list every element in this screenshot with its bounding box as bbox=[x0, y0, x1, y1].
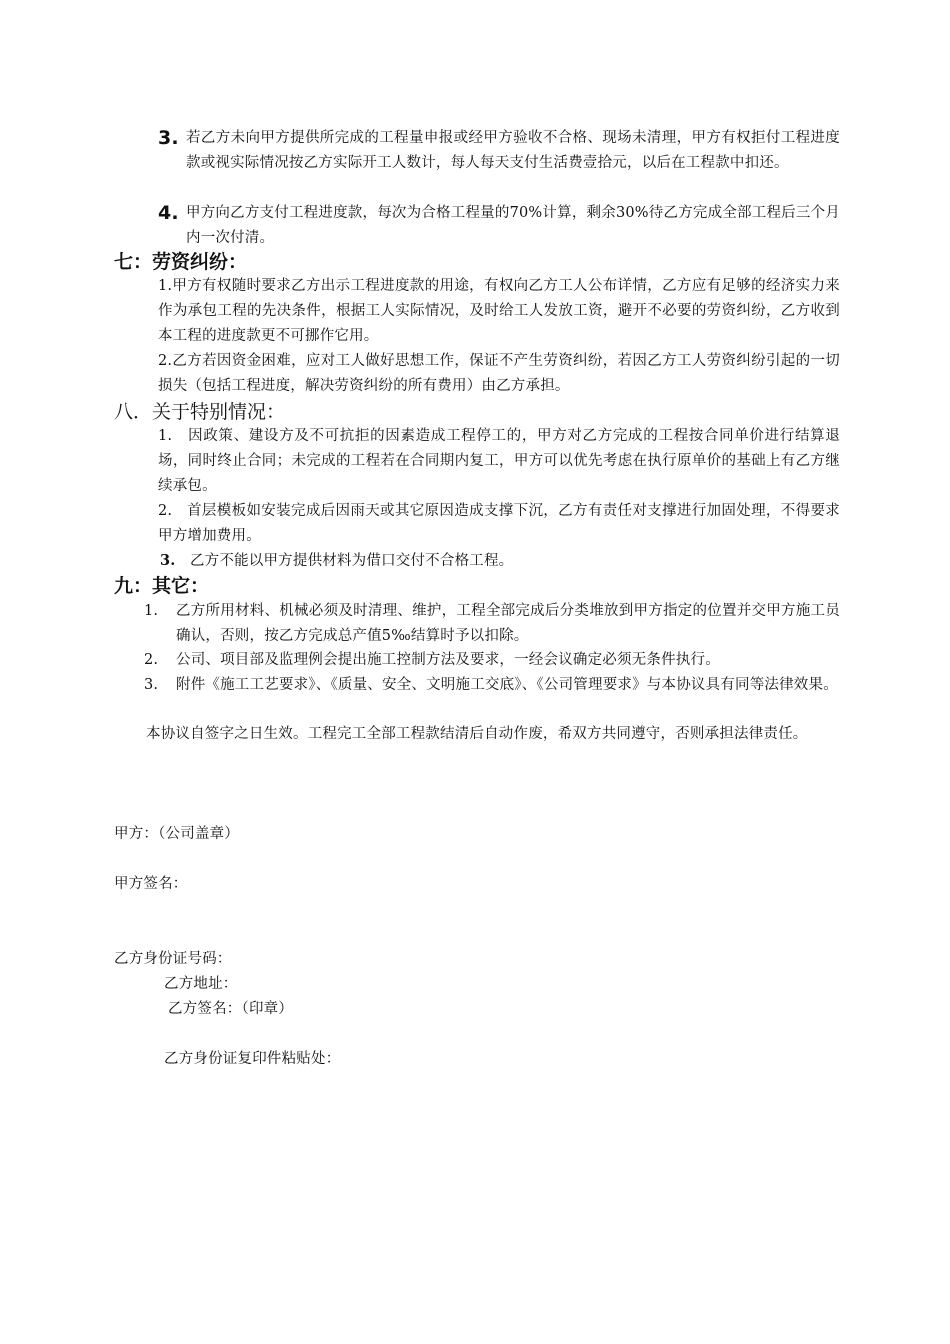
list-text: 乙方所用材料、机械必须及时清理、维护，工程全部完成后分类堆放到甲方指定的位置并交甲方施工员确认，否则，按乙方完成总产值5‰结算时予以扣除。 bbox=[176, 603, 840, 644]
list-text: 附件《施工工艺要求》、《质量、安全、文明施工交底》、《公司管理要求》与本协议具有同等法律效果。 bbox=[176, 677, 838, 693]
party-b-address: 乙方地址： bbox=[164, 976, 238, 992]
list-number: 2. bbox=[144, 652, 159, 668]
section7-paragraph-2: 2.乙方若因资金困难，应对工人做好思想工作，保证不产生劳资纠纷，若因乙方工人劳资纠纷引起的一切损失（包括工程进度，解决劳资纠纷的所有费用）由乙方承担。 bbox=[158, 353, 840, 394]
clause-text: 若乙方未向甲方提供所完成的工程量申报或经甲方验收不合格、现场未清理，甲方有权拒付工程进度款或视实际情况按乙方实际开工人数计，每人每天支付生活费壹拾元，以后在工程款中扣还。 bbox=[186, 130, 840, 171]
section-heading: 七：劳资纠纷： bbox=[114, 251, 248, 273]
clause-text: 乙方不能以甲方提供材料为借口交付不合格工程。 bbox=[189, 553, 514, 569]
party-a-seal: 甲方：（公司盖章） bbox=[114, 826, 240, 842]
section7-paragraph-1: 1.甲方有权随时要求乙方出示工程进度款的用途，有权向乙方工人公布详情，乙方应有足够的经济实力来作为承包工程的先决条件，根据工人实际情况，及时给工人发放工资，避开不必要的劳资纠纷，乙方收到本工程的进度款更不可挪作它用。 bbox=[158, 278, 840, 344]
list-item bbox=[144, 673, 840, 698]
clause-item bbox=[158, 126, 840, 176]
clause-number: 3. bbox=[158, 127, 179, 149]
party-b-signature: 乙方签名：（印章） bbox=[168, 1001, 294, 1017]
section8-paragraph-3 bbox=[160, 548, 842, 574]
list-number: 1. bbox=[144, 603, 159, 619]
section8-paragraph-2: 2. 首层模板如安装完成后因雨天或其它原因造成支撑下沉，乙方有责任对支撑进行加固处理，不得要求甲方增加费用。 bbox=[158, 503, 840, 544]
list-item bbox=[144, 599, 840, 649]
clause-number: 3. bbox=[160, 552, 176, 569]
clause-text: 甲方向乙方支付工程进度款，每次为合格工程量的70%计算，剩余30%待乙方完成全部工程后三个月内一次付清。 bbox=[186, 205, 840, 246]
clause-number: 4. bbox=[158, 202, 179, 224]
list-text: 公司、项目部及监理例会提出施工控制方法及要求，一经会议确定必须无条件执行。 bbox=[176, 652, 720, 668]
list-item bbox=[144, 648, 840, 673]
closing-paragraph: 本协议自签字之日生效。工程完工全部工程款结清后自动作废，希双方共同遵守，否则承担法律责任。 bbox=[146, 726, 808, 742]
clause-item bbox=[158, 201, 840, 251]
party-b-id-copy-area: 乙方身份证复印件粘贴处： bbox=[164, 1051, 341, 1067]
section-heading: 九：其它： bbox=[114, 575, 210, 597]
party-b-id-number: 乙方身份证号码： bbox=[114, 951, 232, 967]
list-number: 3. bbox=[144, 677, 159, 693]
section8-paragraph-1: 1. 因政策、建设方及不可抗拒的因素造成工程停工的，甲方对乙方完成的工程按合同单价进行结算退场，同时终止合同；未完成的工程若在合同期内复工，甲方可以优先考虑在执行原单价的基础上有乙方继续承包。 bbox=[158, 428, 840, 494]
section-heading: 八．关于特别情况： bbox=[114, 401, 286, 423]
party-a-signature: 甲方签名： bbox=[114, 876, 188, 892]
